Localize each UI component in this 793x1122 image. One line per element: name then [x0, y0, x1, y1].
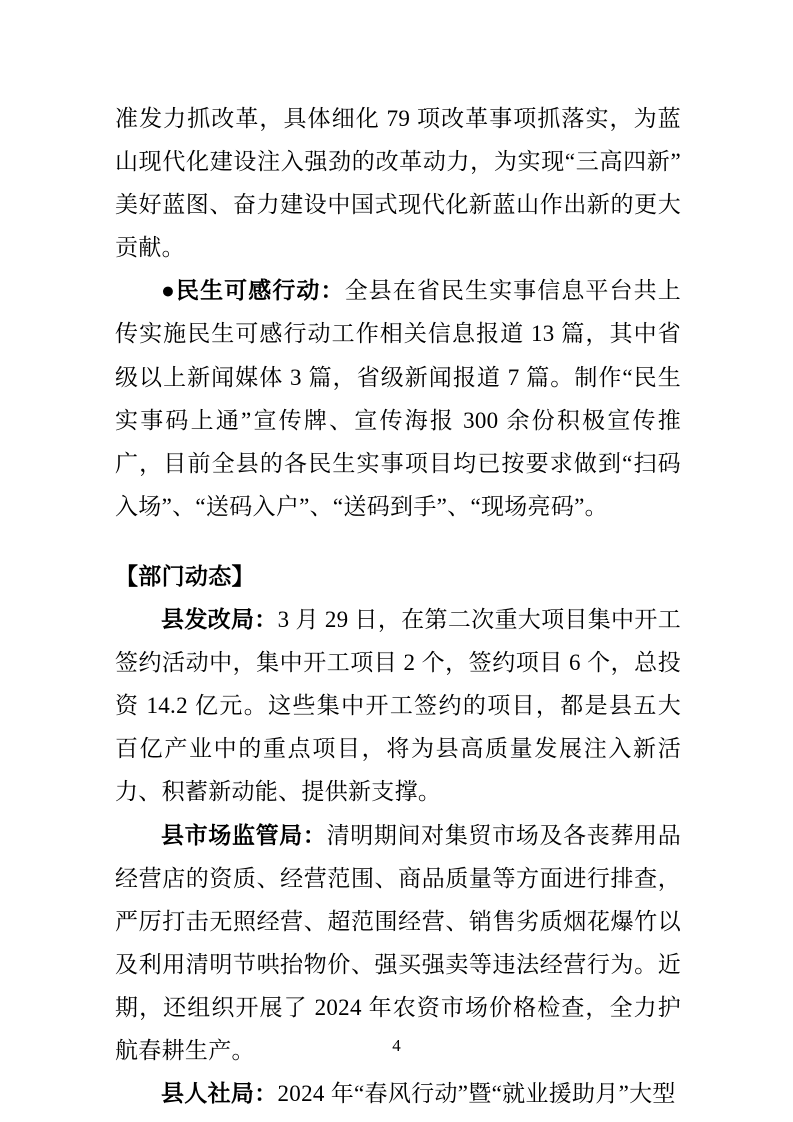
section-header-department-news [115, 555, 681, 598]
paragraph-text: 2024 年“春风行动”暨“就业援助月”大型 [277, 1081, 676, 1107]
page-footer [0, 1034, 793, 1058]
paragraph-text: 3 月 29 日，在第二次重大项目集中开工签约活动中，集中开工项目 2 个，签约项目 6 个，总投资 14.2 亿元。这些集中开工签约的项目，都是县五大百亿产业中的重点项目，将为县高质量发展注入新活力、积蓄新动能、提供新支撑。 [115, 607, 681, 805]
paragraph-minsheng-action [115, 269, 681, 528]
paragraph-bold-label: 县发改局： [161, 606, 278, 633]
section-header-text: 【部门动态】 [115, 562, 255, 589]
paragraph-text: 准发力抓改革，具体细化 79 项改革事项抓落实，为蓝山现代化建设注入强劲的改革动力，为实现“三高四新”美好蓝图、奋力建设中国式现代化新蓝山作出新的更大贡献。 [115, 106, 681, 261]
paragraph-bold-label: 县市场监管局： [161, 821, 327, 848]
page-content [115, 97, 681, 1115]
paragraph-bold-label: 县人社局： [161, 1080, 278, 1107]
paragraph-text: 全县在省民生实事信息平台共上传实施民生可感行动工作相关信息报道 13 篇，其中省级以上新闻媒体 3 篇，省级新闻报道 7 篇。制作“民生实事码上通”宣传牌、宣传海报 300 余份积极宣传推广，目前全县的各民生实事项目均已按要求做到“扫码入场”、“送码入户”、“送码到手”、“现场亮码”。 [115, 278, 681, 519]
paragraph-human-resources-bureau [115, 1072, 681, 1115]
paragraph-reform-continuation [115, 97, 681, 269]
paragraph-text: 清明期间对集贸市场及各丧葬用品经营店的资质、经营范围、商品质量等方面进行排查，严厉打击无照经营、超范围经营、销售劣质烟花爆竹以及利用清明节哄抬物价、强买强卖等违法经营行为。近期，还组织开展了 2024 年农资市场价格检查，全力护航春耕生产。 [115, 822, 682, 1063]
paragraph-bold-label: ●民生可感行动： [161, 277, 345, 304]
page-number: 4 [392, 1036, 401, 1055]
paragraph-development-reform-bureau [115, 598, 681, 813]
